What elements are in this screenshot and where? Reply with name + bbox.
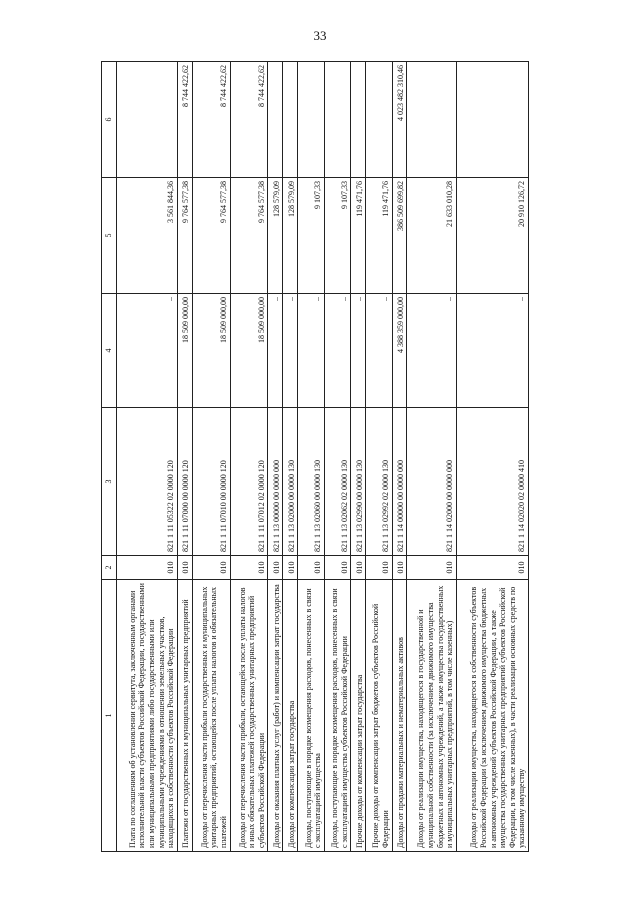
row-actual-amount: 9 107,33 (298, 178, 324, 294)
table-row (230, 62, 268, 852)
row-budget-code: 821 1 13 02000 00 0000 130 (283, 408, 298, 556)
row-budget-code: 821 1 13 02990 00 0000 130 (351, 408, 366, 556)
row-actual-amount: 9 764 577,38 (230, 178, 268, 294)
row-budget-code: 821 1 14 02020 02 0000 410 (456, 408, 528, 556)
row-admin-code: 010 (366, 556, 392, 580)
column-header: 6 (102, 62, 117, 178)
revenue-table-rotated (101, 62, 529, 852)
row-planned-amount: – (268, 294, 283, 408)
row-description: Прочие доходы от компенсации затрат бюджетов субъектов Российской Федерации (366, 580, 392, 852)
row-planned-amount: 4 388 359 000,00 (392, 294, 407, 408)
row-budget-code: 821 1 11 07012 02 0000 120 (230, 408, 268, 556)
row-remaining-amount (456, 62, 528, 178)
row-description: Доходы, поступающие в порядке возмещения расходов, понесенных в связи с эксплуатацией имущества (298, 580, 324, 852)
row-planned-amount: – (324, 294, 350, 408)
row-remaining-amount (324, 62, 350, 178)
row-actual-amount: 128 579,09 (283, 178, 298, 294)
row-description: Доходы от продажи материальных и нематериальных активов (392, 580, 407, 852)
row-remaining-amount: 8 744 422,62 (192, 62, 230, 178)
column-header: 1 (102, 580, 117, 852)
row-budget-code: 821 1 11 05322 02 0000 120 (117, 408, 178, 556)
row-admin-code: 010 (407, 556, 456, 580)
row-description: Плата по соглашениям об установлении сервитута, заключенным органами исполнительной власти субъектов Российской Федерации, государственными или муниципальными предприятиями либо государственными или муниципальными учреждениями в отношении земельных участков, находящихся в собственности субъектов Российской Федерации (117, 580, 178, 852)
row-planned-amount: 18 509 000,00 (230, 294, 268, 408)
row-budget-code: 821 1 13 02060 00 0000 130 (298, 408, 324, 556)
row-remaining-amount (407, 62, 456, 178)
row-description: Платежи от государственных и муниципальных унитарных предприятий (177, 580, 192, 852)
table-row (324, 62, 350, 852)
row-planned-amount: – (283, 294, 298, 408)
row-actual-amount: 21 633 010,28 (407, 178, 456, 294)
column-header: 3 (102, 408, 117, 556)
column-header: 5 (102, 178, 117, 294)
row-budget-code: 821 1 13 02062 02 0000 130 (324, 408, 350, 556)
table-row (192, 62, 230, 852)
row-planned-amount: – (351, 294, 366, 408)
row-remaining-amount (298, 62, 324, 178)
row-description: Прочие доходы от компенсации затрат государства (351, 580, 366, 852)
row-actual-amount: 9 764 577,38 (177, 178, 192, 294)
row-remaining-amount (351, 62, 366, 178)
row-actual-amount: 20 910 126,72 (456, 178, 528, 294)
row-description: Доходы от перечисления части прибыли государственных и муниципальных унитарных предприятий, остающейся после уплаты налогов и обязательных платежей (192, 580, 230, 852)
row-budget-code: 821 1 14 02000 00 0000 000 (407, 408, 456, 556)
row-description: Доходы от оказания платных услуг (работ) и компенсации затрат государства (268, 580, 283, 852)
table-row (407, 62, 456, 852)
table-row (117, 62, 178, 852)
row-remaining-amount (117, 62, 178, 178)
row-budget-code: 821 1 13 02992 02 0000 130 (366, 408, 392, 556)
row-admin-code: 010 (117, 556, 178, 580)
row-description: Доходы от реализации имущества, находящегося в государственной и муниципальной собственности (за исключением движимого имущества бюджетных и автономных учреждений, а также имущества государственных и муниципальных унитарных предприятий, в том числе казенных) (407, 580, 456, 852)
row-description: Доходы от реализации имущества, находящегося в собственности субъектов Российской Федерации (за исключением движимого имущества бюджетных и автономных учреждений субъектов Российской Федерации, а также имущества государственных унитарных предприятий субъектов Российской Федерации, в том числе казенных), в части реализации основных средств по указанному имуществу (456, 580, 528, 852)
row-budget-code: 821 1 11 07010 00 0000 120 (192, 408, 230, 556)
table-row (283, 62, 298, 852)
row-planned-amount: 18 509 000,00 (192, 294, 230, 408)
row-actual-amount: 9 107,33 (324, 178, 350, 294)
row-admin-code: 010 (456, 556, 528, 580)
row-description: Доходы от компенсации затрат государства (283, 580, 298, 852)
row-remaining-amount (366, 62, 392, 178)
column-header: 4 (102, 294, 117, 408)
row-budget-code: 821 1 13 00000 00 0000 000 (268, 408, 283, 556)
row-admin-code: 010 (177, 556, 192, 580)
row-remaining-amount: 8 744 422,62 (177, 62, 192, 178)
row-remaining-amount (283, 62, 298, 178)
row-admin-code: 010 (283, 556, 298, 580)
table-row (351, 62, 366, 852)
table-row (392, 62, 407, 852)
page-number: 33 (313, 28, 327, 43)
row-planned-amount: – (298, 294, 324, 408)
row-budget-code: 821 1 14 00000 00 0000 000 (392, 408, 407, 556)
table-row (268, 62, 283, 852)
row-actual-amount: 119 471,76 (351, 178, 366, 294)
row-actual-amount: 386 509 699,82 (392, 178, 407, 294)
revenue-table (101, 61, 529, 852)
row-admin-code: 010 (268, 556, 283, 580)
row-planned-amount: – (456, 294, 528, 408)
row-planned-amount: 18 509 000,00 (177, 294, 192, 408)
row-budget-code: 821 1 11 07000 00 0000 120 (177, 408, 192, 556)
column-header: 2 (102, 556, 117, 580)
row-admin-code: 010 (192, 556, 230, 580)
row-description: Доходы, поступающие в порядке возмещения расходов, понесенных в связи с эксплуатацией имущества субъектов Российской Федерации (324, 580, 350, 852)
row-planned-amount: – (407, 294, 456, 408)
row-actual-amount: 128 579,09 (268, 178, 283, 294)
row-actual-amount: 9 764 577,38 (192, 178, 230, 294)
table-row (177, 62, 192, 852)
table-row (366, 62, 392, 852)
table-row (298, 62, 324, 852)
row-admin-code: 010 (230, 556, 268, 580)
row-planned-amount: – (366, 294, 392, 408)
table-header-row (102, 62, 117, 852)
row-actual-amount: 119 471,76 (366, 178, 392, 294)
row-admin-code: 010 (298, 556, 324, 580)
row-admin-code: 010 (392, 556, 407, 580)
table-row (456, 62, 528, 852)
row-admin-code: 010 (351, 556, 366, 580)
row-remaining-amount (268, 62, 283, 178)
row-description: Доходы от перечисления части прибыли, остающейся после уплаты налогов и иных обязательных платежей государственных унитарных предприятий субъектов Российской Федерации (230, 580, 268, 852)
row-actual-amount: 3 561 844,36 (117, 178, 178, 294)
row-planned-amount: – (117, 294, 178, 408)
table-body (117, 62, 529, 852)
row-admin-code: 010 (324, 556, 350, 580)
row-remaining-amount: 8 744 422,62 (230, 62, 268, 178)
row-remaining-amount: 4 023 482 310,46 (392, 62, 407, 178)
